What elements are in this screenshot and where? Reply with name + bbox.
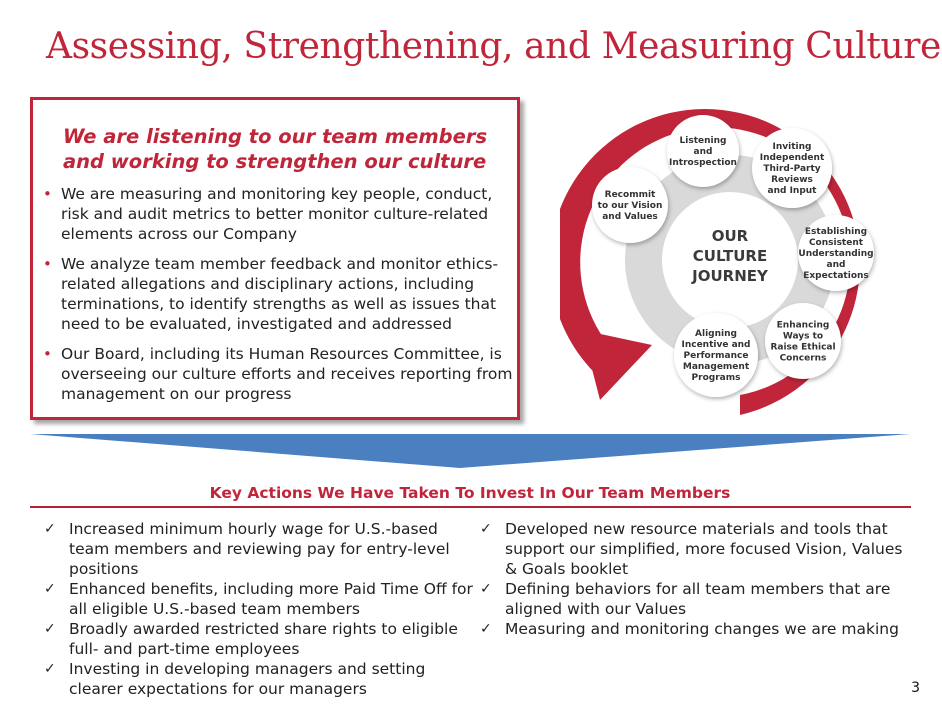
journey-step-label: Incentive and xyxy=(681,340,751,350)
journey-step-node xyxy=(667,115,739,187)
journey-step-label: Introspection xyxy=(669,158,737,168)
callout-heading: We are listening to our team members and working to strengthen our culture xyxy=(63,125,488,173)
journey-step-label: Listening xyxy=(679,136,727,146)
key-action-item: ✓ Defining behaviors for all team members that are aligned with our Values xyxy=(480,580,891,618)
key-action-item: ✓ Developed new resource materials and tools that support our simplified, more focused Vision, Values & Goals booklet xyxy=(480,520,903,578)
journey-step-label: Management xyxy=(682,362,750,372)
journey-step-label: Enhancing xyxy=(776,320,830,331)
journey-step-label: and Input xyxy=(767,186,817,196)
journey-step-label: Ways to xyxy=(782,331,824,342)
journey-step-label: Raise Ethical xyxy=(770,342,836,353)
callout-bullet-list xyxy=(43,184,517,414)
journey-step-label: Inviting xyxy=(772,142,812,152)
key-action-item: ✓ Broadly awarded restricted share rights to eligible full- and part-time employees xyxy=(44,620,458,658)
journey-step-label: Concerns xyxy=(779,353,827,364)
cycle-arrowhead xyxy=(582,330,652,400)
key-actions-heading: Key Actions We Have Taken To Invest In Our Team Members xyxy=(209,484,731,502)
journey-step-label: Aligning xyxy=(695,329,737,339)
key-actions-rule xyxy=(30,506,911,508)
bullet-icon: • xyxy=(43,255,52,273)
journey-step-label: Third-Party xyxy=(763,164,821,174)
journey-step-label: to our Vision xyxy=(597,201,663,211)
journey-step-label: Performance xyxy=(683,351,749,361)
key-actions-right-list xyxy=(480,519,910,639)
key-action-item: ✓ Measuring and monitoring changes we are making xyxy=(480,620,899,638)
journey-step-node xyxy=(592,167,668,243)
checkmark-icon: ✓ xyxy=(480,621,492,637)
checkmark-icon: ✓ xyxy=(480,521,492,537)
checkmark-icon: ✓ xyxy=(44,581,56,597)
key-action-item: ✓ Enhanced benefits, including more Paid Time Off for all eligible U.S.-based team members xyxy=(44,580,473,618)
key-action-item: ✓ Increased minimum hourly wage for U.S.-based team members and reviewing pay for entry-level positions xyxy=(44,520,450,578)
journey-step-node xyxy=(752,128,832,208)
journey-step-label: and xyxy=(693,147,713,157)
key-actions-left-list xyxy=(44,519,474,699)
page-number: 3 xyxy=(911,680,920,696)
center-label-line: JOURNEY xyxy=(692,267,768,285)
callout-bullet: • We analyze team member feedback and monitor ethics-related allegations and disciplinary actions, including terminations, to identify strengths as well as issues that need to be evaluated, investigated and addressed xyxy=(43,255,499,333)
journey-step-node xyxy=(798,215,874,291)
journey-step-label: Recommit xyxy=(604,190,656,200)
journey-step-label: Reviews xyxy=(771,175,813,185)
journey-step-label: Establishing xyxy=(804,227,868,237)
journey-step-label: Independent xyxy=(759,153,825,163)
callout-bullet: • Our Board, including its Human Resources Committee, is overseeing our culture efforts and receives reporting from management on our progress xyxy=(43,345,513,403)
journey-step-label: and xyxy=(826,260,846,270)
journey-step-node xyxy=(765,303,841,379)
bullet-icon: • xyxy=(43,185,52,203)
downward-divider-arrow xyxy=(30,432,910,470)
checkmark-icon: ✓ xyxy=(44,521,56,537)
journey-step-label: Expectations xyxy=(803,271,869,281)
checkmark-icon: ✓ xyxy=(44,661,56,677)
journey-step-label: and Values xyxy=(602,212,658,222)
bullet-icon: • xyxy=(43,345,52,363)
checkmark-icon: ✓ xyxy=(480,581,492,597)
callout-box xyxy=(30,97,520,420)
journey-step-label: Programs xyxy=(691,373,741,383)
center-label-line: CULTURE xyxy=(692,247,768,265)
journey-step-node xyxy=(674,313,758,397)
callout-bullet: • We are measuring and monitoring key people, conduct, risk and audit metrics to better monitor culture-related elements across our Company xyxy=(43,185,493,243)
journey-step-label: Understanding xyxy=(798,249,874,259)
checkmark-icon: ✓ xyxy=(44,621,56,637)
culture-journey-diagram xyxy=(560,95,895,425)
page-title: Assessing, Strengthening, and Measuring Culture xyxy=(46,26,941,67)
divider-arrow-shape xyxy=(30,434,910,468)
journey-step-label: Consistent xyxy=(808,238,864,248)
center-label-line: OUR xyxy=(711,227,749,245)
key-action-item: ✓ Investing in developing managers and setting clearer expectations for our managers xyxy=(44,660,426,698)
